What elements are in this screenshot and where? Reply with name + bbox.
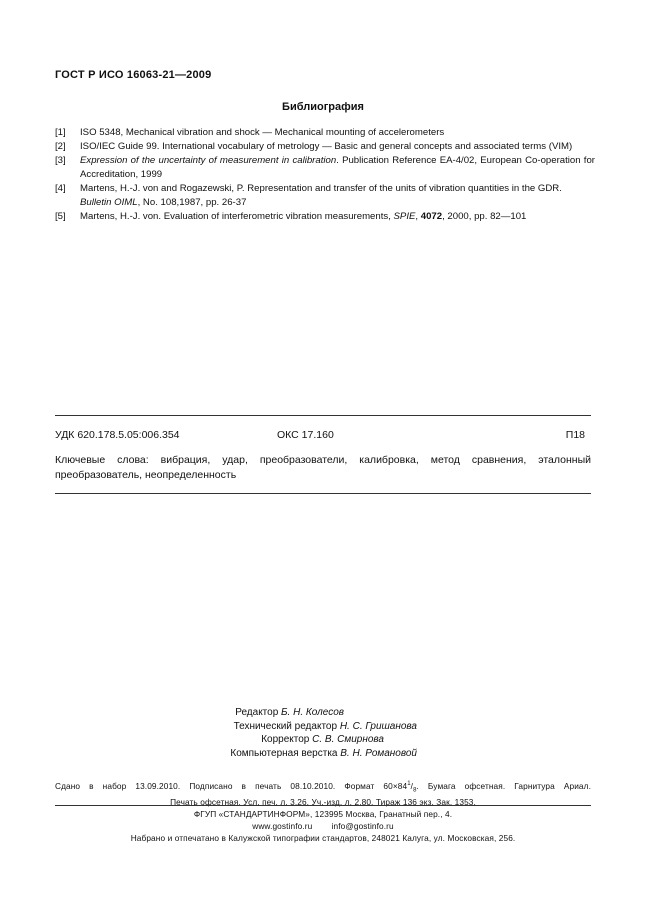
publisher-address: ФГУП «СТАНДАРТИНФОРМ», 123995 Москва, Гранатный пер., 4.: [193, 809, 453, 819]
publisher-info: [55, 809, 591, 844]
credit-role: Редактор: [235, 707, 279, 718]
format-numerator: 1: [407, 781, 411, 787]
credit-name: В. Н. Романовой: [340, 747, 417, 759]
entry-text: ISO/IEC Guide 99. International vocabulary of metrology — Basic and general concepts and associated terms (VIM): [80, 141, 573, 152]
entry-text: [80, 210, 595, 224]
entry-details: , No. 108,1987, pp. 26-37: [137, 197, 247, 208]
publisher-website: www.gostinfo.ru: [252, 820, 313, 831]
printing-house: Набрано и отпечатано в Калужской типографии стандартов, 248021 Калуга, ул. Московская, 256.: [130, 832, 516, 843]
imprint-line-2: Печать офсетная. Усл. печ. л. 3,26. Уч.-изд. л. 2,80. Тираж 136 экз. Зак. 1353.: [170, 797, 476, 808]
entry-number: [2]: [55, 141, 66, 152]
entry-journal: SPIE: [393, 211, 416, 222]
credit-editor: [235, 706, 344, 719]
entry-text: [80, 182, 595, 210]
entry-journal: Bulletin OIML: [80, 197, 138, 208]
imprint-line-1: Сдано в набор 13.09.2010. Подписано в печать 08.10.2010. Формат $60\times 84^1/_8$. Бумага офсетная. Гарнитура Ариал.: [55, 780, 591, 794]
entry-number: [5]: [55, 211, 66, 222]
credit-tech-editor: [234, 720, 417, 733]
bibliography-title: Библиография: [282, 101, 364, 113]
entry-details: , 2000, pp. 82—101: [442, 211, 527, 222]
keywords: Ключевые слова: вибрация, удар, преобразователи, калибровка, метод сравнения, эталонный преобразователь, неопределенность: [55, 454, 591, 481]
bibliography-entry: [55, 182, 595, 210]
credit-role: Технический редактор: [233, 720, 338, 732]
udk-code: УДК 620.178.5.05:006.354: [55, 429, 180, 441]
bibliography-entry: [55, 140, 595, 154]
publisher-contacts: [55, 821, 591, 833]
imprint-text: . Бумага офсетная. Гарнитура Ариал.: [416, 780, 591, 791]
entry-authors: Martens, H.-J. von. Evaluation of interferometric vibration measurements,: [80, 211, 394, 222]
divider-bottom: [55, 493, 591, 494]
credit-name: Н. С. Гришанова: [339, 720, 417, 732]
entry-volume: 4072: [420, 211, 443, 222]
credit-name: С. В. Смирнова: [312, 734, 384, 745]
oks-code: ОКС 17.160: [277, 429, 334, 441]
format-denominator: 8: [413, 787, 417, 794]
credit-role: Корректор: [261, 734, 310, 745]
credit-role: Компьютерная верстка: [230, 747, 338, 759]
entry-number: [4]: [55, 183, 66, 194]
credit-layout: [230, 747, 417, 760]
divider-top: [55, 415, 591, 416]
publisher-email: info@gostinfo.ru: [331, 820, 394, 831]
bibliography-entry: [55, 210, 595, 224]
divider-imprint: [55, 805, 591, 806]
imprint: [55, 778, 591, 808]
entry-separator: ,: [415, 211, 421, 222]
document-code: ГОСТ Р ИСО 16063-21—2009: [55, 69, 212, 81]
imprint-text: Сдано в набор 13.09.2010. Подписано в печать 08.10.2010. Формат 60×84: [55, 780, 408, 791]
credit-proofreader: [261, 733, 384, 746]
entry-title: Expression of the uncertainty of measurement in calibration: [80, 155, 337, 166]
entry-text: [80, 154, 595, 182]
entry-number: [1]: [55, 127, 66, 138]
bibliography-entry: [55, 154, 595, 182]
entry-details: . Publication Reference EA-4/02, European Co-operation for Accreditation, 1999: [80, 155, 595, 180]
entry-authors: Martens, H.-J. von and Rogazewski, P. Representation and transfer of the units of vibration quantities in the GDR.: [80, 183, 562, 194]
entry-number: [3]: [55, 155, 66, 166]
entry-text: ISO 5348, Mechanical vibration and shock — Mechanical mounting of accelerometers: [80, 127, 445, 138]
bibliography-entry: [55, 126, 595, 140]
credit-name: Б. Н. Колесов: [281, 707, 344, 718]
bibliography-list: [55, 126, 595, 224]
group-code: П18: [565, 429, 585, 441]
